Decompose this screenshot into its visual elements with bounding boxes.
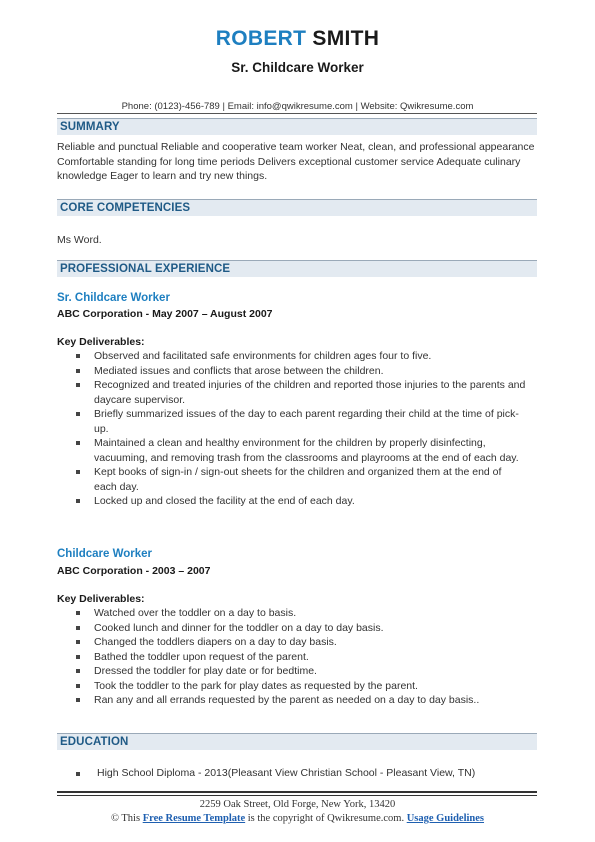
candidate-name	[0, 27, 595, 51]
footer-address: 2259 Oak Street, Old Forge, New York, 13420	[199, 799, 396, 810]
first-name: ROBERT	[215, 27, 307, 50]
list-item: Mediated issues and conflicts that arose between the children.	[57, 364, 527, 379]
header-divider	[57, 113, 537, 114]
competencies-text: Ms Word.	[57, 234, 102, 246]
list-item: Briefly summarized issues of the day to each parent regarding their child at the time of pick-up.	[57, 407, 527, 436]
copyright-middle: is the copyright of Qwikresume.com.	[247, 813, 405, 824]
section-header-professional-experience	[57, 260, 537, 277]
key-deliverables-label: Key Deliverables:	[57, 336, 145, 348]
section-title: SUMMARY	[60, 121, 120, 133]
footer-divider	[57, 791, 537, 793]
list-item: Dressed the toddler for play date or for bedtime.	[57, 664, 527, 679]
list-item: Watched over the toddler on a day to basis.	[57, 606, 527, 621]
list-item: Observed and facilitated safe environments for children ages four to five.	[57, 349, 527, 364]
usage-guidelines-link[interactable]: Usage Guidelines	[406, 813, 485, 824]
summary-text: Reliable and punctual Reliable and cooperative team worker Neat, clean, and professional appearance Comfortable standing for long time periods Delivers exceptional customer service Adequate culinary knowledge Eager to learn and try new things.	[57, 141, 535, 182]
job-title: Sr. Childcare Worker	[231, 60, 364, 75]
free-resume-template-link[interactable]: Free Resume Template	[142, 813, 246, 824]
job-role: Sr. Childcare Worker	[57, 292, 170, 304]
deliverables-list	[57, 349, 527, 509]
section-header-summary	[57, 118, 537, 135]
list-item: Maintained a clean and healthy environment for the children by properly disinfecting, vacuuming, and removing trash from the classrooms and playrooms at the end of each day.	[57, 436, 527, 465]
copyright-prefix: © This	[110, 813, 141, 824]
deliverables-list	[57, 606, 527, 708]
job-company: ABC Corporation - 2003 – 2007	[57, 565, 211, 577]
section-title: EDUCATION	[60, 736, 129, 748]
list-item: Cooked lunch and dinner for the toddler on a day to day basis.	[57, 621, 527, 636]
list-item: Recognized and treated injuries of the children and reported those injuries to the parents and daycare supervisor.	[57, 378, 527, 407]
section-title: CORE COMPETENCIES	[60, 202, 191, 214]
contact-line: Phone: (0123)-456-789 | Email: info@qwikresume.com | Website: Qwikresume.com	[121, 101, 474, 112]
list-item: Locked up and closed the facility at the end of each day.	[57, 494, 527, 509]
section-title: PROFESSIONAL EXPERIENCE	[60, 263, 231, 275]
bullet-icon	[76, 772, 80, 776]
education-text: High School Diploma - 2013(Pleasant View Christian School - Pleasant View, TN)	[97, 767, 476, 779]
key-deliverables-label: Key Deliverables:	[57, 593, 145, 605]
job-role: Childcare Worker	[57, 548, 153, 560]
footer-divider	[57, 795, 537, 796]
job-company: ABC Corporation - May 2007 – August 2007	[57, 308, 273, 320]
list-item: Kept books of sign-in / sign-out sheets for the children and organized them at the end of each day.	[57, 465, 527, 494]
footer-copyright	[0, 813, 595, 824]
section-header-core-competencies	[57, 199, 537, 216]
list-item: Ran any and all errands requested by the parent as needed on a day to day basis..	[57, 693, 527, 708]
list-item: Took the toddler to the park for play dates as requested by the parent.	[57, 679, 527, 694]
list-item: Bathed the toddler upon request of the parent.	[57, 650, 527, 665]
list-item: Changed the toddlers diapers on a day to day basis.	[57, 635, 527, 650]
section-header-education	[57, 733, 537, 750]
last-name: SMITH	[312, 27, 380, 50]
